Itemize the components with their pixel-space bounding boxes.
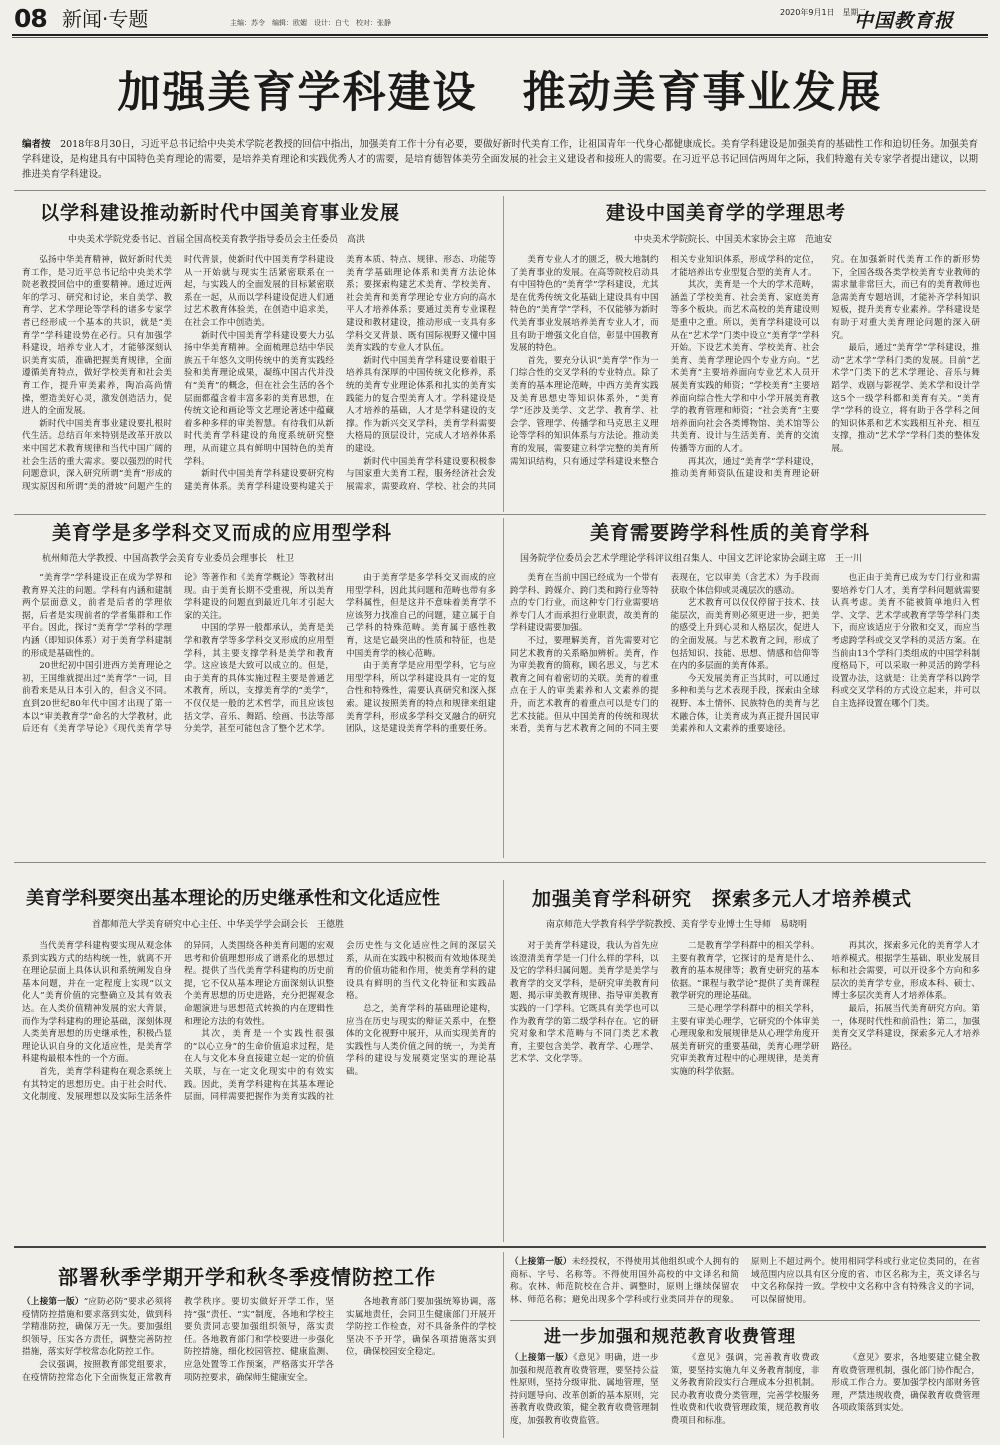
paragraph-text: 《意见》要求，各地要建立健全教育收费管理机制，强化部门协作配合，形成工作合力。要加强学校内部财务管理，严禁违规收费，确保教育收费管理各项政策落到实处。 [831,1353,980,1414]
article-7-body [22,1296,496,1438]
article-1-body [22,254,496,504]
column-divider [503,880,504,1242]
paragraph-text: 最后，拓展当代美育研究方向。第一，体现时代性和前沿性；第二，加强美育交叉学科建设，探索多元人才培养路径。 [831,1003,980,1052]
article-paragraph [831,1352,980,1415]
paragraph-text: 新时代中国美育学科建设要积极参与国家重大美育工程，服务经济社会发展需求，需要政府、学校、社会的共同 [346,456,496,492]
article-4-title: 美育需要跨学科性质的美育学科 [590,522,871,544]
article-1-title: 以学科建设推动新时代中国美育事业发展 [40,202,401,224]
editor-note-lead: 编者按 [22,139,51,150]
article-2-body [510,254,980,504]
paragraph-text: 由于美育学是应用型学科，它与应用型学科，所以学科建设具有一定的复合性和特殊性，需要认真研究和深入探索。建议按照美育的特点和规律来组建美育学科，形成多学科交叉融合的研究团队，这是建设美育学科的重要任务。 [346,661,496,735]
paragraph-text: 新时代中国美育学科建设要大力弘扬中华美育精神。全面梳理总结中华民族五千年悠久文明传统中的美育实践经验和美育理论成果，凝练中国古代并没有“美育”的概念，但在社会生活的各个层面都蕴含着丰富多彩的美育思想，在传统文论和画论等文艺理论著述中蕴藏着多种多样的审美智慧。有待我们从新时代美育学科建设的角度系统研究整理，从而建立具有鲜明中国特色的美育学科。 [184,330,334,467]
paragraph-text: 20世纪初中国引进西方美育理论之初，王国维就提出过“美育学”一词，目前看来是从日本引入的，但含义不同。直到20世纪80年代中国才出现了第一本以“审美教育学”命名的大学教材，此后还有《美育学导论》《现代美育学导论》等著作和《美育学概论》等教材出现。由于美育长期不受重视，所以美育学科建设的问题直到最近几年才引起大家的关注。 [22,573,334,735]
paragraph-text: 未经授权，不得使用其他组织或个人拥有的商标、字号、名称等。不得使用国外高校的中文译名和简称。农林、师范院校在合并、调整时，原则上继续保留农林、师范名称；避免出现多个学科或行业类同并存的现象。原则上不超过两个。使用相同学科或行业定位类同的，在省域范围内应以具有区分度的省、市区名称为主，英文译名与中文名称保持一致。学校中文名称中含有特殊含义的字词，可以保留使用。 [510,1257,980,1305]
column-divider [503,518,504,858]
paragraph-text: 也正由于美育已成为专门行业和需要培养专门人才，美育学科问题就需要认真考虑。美育不能被简单地归入哲学、文学、艺术学或教育学等学科门类下，而应该适应于分散和交叉，而应当考虑跨学科或交叉学科的灵活方案。在当前由13个学科门类组成的中国学科制度格局下，可以采取一种灵活的跨学科设置办法，这就是：让美育学科以跨学科或交叉学科的方式设立起来，并可以自主选择设置在哪个门类。 [831,573,980,709]
article-9-body [510,1256,980,1318]
article-paragraph [831,1003,980,1053]
article-paragraph [510,1352,659,1428]
article-3-body [22,572,496,854]
intro-divider [14,190,986,191]
article-paragraph [510,1256,980,1318]
article-paragraph [831,342,980,455]
article-paragraph [22,254,172,418]
paragraph-text: 新时代中国美育学科建设要研究构建美育体系。美育学科建设要构建关于美育本质、特点、规律、形态、功能等美育学基础理论体系和美育方法论体系；要探索构建艺术美育、学校美育、社会美育和美育学理论专业方向的高水平人才培养体系；要通过美育专业课程建设和教材建设，推动形成一支具有多学科交叉背景、既有国际视野又懂中国美育实践的专业人才队伍。 [184,255,496,492]
article-3-author: 杭州师范大学教授、中国高教学会美育专业委员会理事长 杜卫 [42,554,295,564]
paragraph-text: 首先，要充分认识“美育学”作为一门综合性的交叉学科的专业特点。除了美育的基本理论范畴，中西方美育实践及美育思想史等知识体系外，“美育学”还涉及美学、文艺学、教育学、社会学、管理学、传播学和马克思主义理论等学科的知识体系与方法论。推动美育的发展，需要建立科学完整的美育所需知识结构，只有通过学科建设来整合相关专业知识体系，形成学科的定位，才能培养出专业型复合型的美育人才。 [510,255,820,467]
paragraph-text: 会议强调，按照教育部党组要求，在疫情防控常态化下全面恢复正常教育教学秩序。要切实做好开学工作，坚持“强”责任、“实”制度，各地和学校主要负责同志要加强组织领导，落实责任。各地教育部门和学校要进一步强化防控措施，细化校园管控、健康监测、应急处置等工作预案，严格落实开学各项防控要求，确保师生健康安全。 [22,1297,334,1383]
header-rule-thin [12,37,988,38]
inner-divider [510,1320,980,1321]
article-6-title: 加强美育学科研究 探索多元人才培养模式 [532,888,913,910]
article-5-title: 美育学科要突出基本理论的历史继承性和文化适应性 [26,888,440,909]
article-7-title: 部署秋季学期开学和秋冬季疫情防控工作 [58,1265,436,1289]
paragraph-text: 各地教育部门要加强统筹协调，落实属地责任，会同卫生健康部门开展开学防控工作检查，对不具备条件的学校坚决不予开学，确保各项措施落实到位，确保校园安全稳定。 [346,1297,496,1358]
row-divider [14,514,986,515]
article-paragraph [346,660,496,736]
article-1-author: 中央美术学院党委书记、首届全国高校美育教学指导委员会主任委员 高洪 [68,235,366,245]
article-paragraph [346,572,496,660]
publication-date: 2020年9月1日 星期二 [780,8,867,17]
article-paragraph [671,279,820,455]
paragraph-text: 其次，美育是一个大的学术范畴，涵盖了学校美育、社会美育、家庭美育等多个板块。而艺术高校的美育建设则是重中之重。所以，美育学科建设可以从在“艺术学”门类中设立“美育学”学科开始。下设艺术美育、学校美育、社会美育、美育学理论四个专业方向。“艺术美育”主要培养面向专业艺术人员开展美育实践的师资；“学校美育”主要培养面向综合性大学和中小学开展美育教学的教育管理和师资；“社会美育”主要培养面向社会各类博物馆、美术馆等公共美育、设计与生活美育、美育的交流传播等方面的人才。 [670,280,820,454]
column-divider [503,196,504,512]
paragraph-text: 新时代中国美育事业建设要扎根时代生活。总结百年来特别是改革开放以来中国艺术教育规律和当代中国广阔的社会生活的重大需求。要以强烈的时代问题意识，深入研究所谓“美育”形成的现实原因和所谓“美的滑坡”问题产生的时代背景，使新时代中国美育学科建设从一开始就与现实生活紧密联系在一起，与实践人的全面发展的目标紧密联系在一起，从而以学科建设促进人们通过艺术教育体验美，在创造中追求美，在社会工作中创造美。 [22,255,334,492]
section-name: 新闻·专题 [62,7,149,31]
main-headline: 加强美育学科建设 推动美育事业发展 [117,68,883,118]
paragraph-text: 美育专业人才的匮乏，极大地制约了美育事业的发展。在高等院校启动具有中国特色的“美育学”学科建设，尤其是在优秀传统文化基础上建设具有中国特色的“美育学”学科，不仅能够为新时代美育事业发展培养美育专业人才，而且有助于增强文化自信，彰显中国教育发展的特色。 [510,255,659,354]
paragraph-text: 《意见》明确，进一步加强和规范教育收费管理，要坚持公益性原则，坚持分级审批、属地管理，坚持问题导向、改革创新的基本原则，完善教育收费政策，健全教育收费管理制度，加强教育收费监管。 [510,1353,659,1426]
article-paragraph [671,1003,820,1079]
article-paragraph [22,940,172,1066]
article-paragraph [346,355,496,456]
paragraph-text: 中国的学界一般都承认，美育是美学和教育学等多学科交叉形成的应用型学科，其主要支撑学科是美学和教育学。这应该是大致可以成立的。但是，由于美育的具体实施过程主要是普通艺术教育，所以，支撑美育学的“美学”，不仅仅是一般的艺术哲学，而且应该包括文学、音乐、舞蹈、绘画、书法等部分美学，甚至可能包含了整个艺术学。 [184,623,334,735]
paragraph-text: 总之，美育学科的基础理论建构，应当在历史与现实的辩证关系中，在整体的文化视野中展开，从而实现美育的实践性与人类价值之间的统一，为美育学科的建设与发展奠定坚实的理论基础。 [346,1003,496,1077]
paragraph-text: 美育在当前中国已经成为一个带有跨学科、跨媒介、跨门类和跨行业等特点的专门行业，而这种专门行业需要培养专门人才而承担行业职责，故美育的学科建设需要加强。 [510,573,659,634]
article-2-title: 建设中国美育学的学理思考 [606,202,847,224]
paragraph-text: 再其次，通过“美育学”学科建设，推动美育师资队伍建设和美育理论研究。在加强新时代美育工作的新形势下，全国各级各类学校美育专业教师的需求量非常巨大，而已有的美育教师也急需美育专题培训，才能补齐学科知识短板，提升美育专业素养。学科建设是有助于对重大美育理论问题的深入研究。 [670,255,980,480]
paragraph-text: 艺术教育可以仅仅停留于技术、技能层次，而美育则必须更进一步，把美的感受上升到心灵和人格层次，促进人的全面发展。与艺术教育之间，形成了包括知识、技能、思想、情感和信仰等在内的多层面的美育体系。 [670,598,820,672]
paragraph-text: 其次，美育是一个实践性很强的“以心立身”的生命价值追求过程，是在人与文化本身直接建立起一定的价值关联，与在一定文化现实中的有效实践。因此，美育学科建构在其基本理论层面，同样需要把握作为美育实践的社会历史性与文化适应性之间的深层关系，从而在实践中积极而有效地体现美育的价值功能和作用，使美育学科的建设具有鲜明的当代文化特征和实践品格。 [184,941,496,1103]
article-paragraph [184,330,334,469]
continued-from-label: （上接第一版） [510,1353,574,1363]
article-6-author: 南京师范大学教育科学学院教授、美育学专业博士生导师 易晓明 [546,920,808,930]
article-paragraph [671,597,820,673]
paragraph-text: 三是心理学学科群中的相关学科，主要有审美心理学，它研究的个体审美心理现象和发展规律是从心理学角度开展美育研究的重要基础，美育心理学研究审美教育过程中的心理规律，是美育实施的科学依据。 [670,1003,820,1077]
article-paragraph [22,1296,172,1359]
page-header [14,4,986,34]
header-rule [12,34,988,36]
paragraph-text: 今天发展美育正当其时，可以通过多种和美与艺术表现手段，探索由全球视野、本土情怀、民族特色的美育与艺术融合体，让美育成为真正提升国民审美素养和人文素养的重要途径。 [670,673,820,735]
paragraph-text: 首先，美育学科建构在观念系统上有其特定的思想历史。由于社会时代、文化制度、发展理想以及实际生活条件的异同，人类围绕各种美育问题的宏观思考和价值理想形成了谱系化的思想过程。提供了当代美育学科建构的历史前提，它不仅从基本理论方面深刻认识整个美育思想的历史进路，充分把握观念命题演进与思想范式转换的内在逻辑性和理论方法的有效性。 [22,941,334,1103]
article-6-body [510,940,980,1240]
row-divider-thick [14,1246,986,1248]
editor-credits: 主编：苏令 编辑：欧媚 设计：白弋 校对：张静 [230,19,391,27]
article-4-body [510,572,980,854]
paragraph-text: 对于美育学科建设，我认为首先应该澄清美育学是一门什么样的学科，以及它的学科归属问题。美育学是美学与教育学的交叉学科，是研究审美教育问题、揭示审美教育规律、指导审美教育实践的一门学科。它既具有美学也可以作为教育学的第二级学科存在。它的研究对象和学术范畴与不同门类艺术教育，主要包含美学、教育学、心理学、艺术学、文化学等。 [510,941,659,1065]
paragraph-text: 《意见》强调，完善教育收费政策，要坚持实施九年义务教育制度，非义务教育阶段实行合理成本分担机制。民办教育收费分类管理，完善学校服务性收费和代收费管理政策，规范教育收费项目和标准。 [670,1353,820,1426]
article-paragraph [831,572,980,711]
article-8-body [510,1352,980,1438]
paragraph-text: 由于美育学是多学科交叉而成的应用型学科，因此其问题和范畴也带有多学科属性，但是这并不意味着美育学不应该努力找准自己的问题，建立属于自己学科的特殊范畴。美育属于感性教育，这是它最突出的性质和特征，也是中国美育学的核心范畴。 [346,573,496,659]
article-paragraph [22,572,172,660]
paragraph-text: 再其次，探索多元化的美育学人才培养模式。根据学生基础、职业发展目标和社会需要，可以开设多个方向和多层次的美育学专业，形成本科、硕士、博士多层次美育人才培养体系。 [831,941,980,1002]
article-paragraph [510,254,659,355]
article-5-author: 首都师范大学美育研究中心主任、中华美学学会副会长 王德胜 [92,920,345,930]
page-number: 08 [14,4,47,33]
article-3-title: 美育学是多学科交叉而成的应用型学科 [52,522,393,544]
paragraph-text: “美育学”学科建设正在成为学界和教育界关注的问题。学科有内涵和建制两个层面意义，前者是后者的学理依据，后者是实现前者的学者集群和工作平台。因此，探讨“美育学”学科的学理内涵（即知识体系）对于美育学科建制的形成是基础性的。 [22,573,172,659]
paragraph-text: 当代美育学科建构要实现从观念体系到实践方式的结构统一性，就离不开在理论层面上具体认识和系统阐发自身基本问题，并在一定程度上实现“以文化人”美育价值的完整确立及其有效表达。在人类价值精神发展的宏大背景，而作为学科建构的理论基础，深刻体现人类美育思想的历史继承性，积极凸显理论认识自身的文化适应性，是美育学科建构最根本性的一个方面。 [22,941,172,1065]
article-4-author: 国务院学位委员会艺术学理论学科评议组召集人、中国文艺评论家协会副主席 王一川 [520,554,863,564]
article-8-title: 进一步加强和规范教育收费管理 [544,1327,796,1347]
article-paragraph [831,940,980,1003]
paragraph-text: “应防必防”要求必须将疫情防控措施和要求落到实处，做到科学精准防控，确保万无一失。要加强组织领导，压实各方责任，调整完善防控措施，落实好学校常态化防控工作。 [22,1297,172,1358]
paragraph-text: 新时代中国美育学科建设要着眼于培养具有深厚的中国传统文化修养，系统的美育专业理论体系和扎实的美育实践能力的复合型美育人才。学科建设是人才培养的基础，人才是学科建设的支撑。作为新兴交叉学科，美育学科需要大格局的顶层设计，完成人才培养体系的建设。 [346,355,496,454]
article-paragraph [671,940,820,1003]
article-paragraph [510,940,659,1066]
newspaper-masthead: 中国教育报 [854,10,955,32]
article-paragraph [510,572,659,635]
paragraph-text: 弘扬中华美育精神，做好新时代美育工作，是习近平总书记给中央美术学院老教授回信中的重要精神。通过近两年的学习、研究和讨论，来自美学、教育学、艺术学理论等学科的诸多专家学者已经形成一个基本的共识，就是“美育学”学科建设势在必行。只有加强学科建设，培养专业人才，才能够深刻认识美育实质，准确把握美育规律，全面遵循美育特点，做好学校美育和社会美育工作，提升审美素养，陶冶高尚情操，塑造美好心灵，激发创造活力，促进人的全面发展。 [22,255,172,417]
paragraph-text: 不过，要理解美育，首先需要对它同艺术教育的关系略加辨析。美育，作为审美教育的简称，顾名思义，与艺术教育之间有着密切的关联。美育的着重点在于人的审美素养和人文素养的提升，而艺术教育的着重点可以是专门的艺术技能。但从中国美育的传统和现状来看，美育与艺术教育之间的不同主要表现在，它以审美（含艺术）为手段而获取个体信仰或灵魂层次的感动。 [510,573,820,735]
editor-note [22,137,978,182]
article-2-author: 中央美术学院院长、中国美术家协会主席 范迪安 [634,235,833,245]
paragraph-text: 二是教育学学科群中的相关学科。主要有教育学，它探讨的是育是什么、教育的基本规律等；教育史研究的基本依据。“课程与教学论”提供了美育课程教学研究的理论基础。 [670,941,820,1002]
paragraph-text: 最后，通过“美育学”学科建设，推动“艺术学”学科门类的发展。目前“艺术学”门类下的艺术学理论、音乐与舞蹈学、戏剧与影视学、美术学和设计学这5个一级学科都和美育有关。“美育学”学科的设立，将有助于各学科之间的知识体系和艺术实践相互补充、相互支撑，推动“艺术学”学科门类的整体发展。 [831,343,980,454]
continued-from-label: （上接第一版） [510,1257,572,1267]
article-paragraph [671,673,820,736]
article-paragraph [346,1296,496,1359]
article-paragraph [184,622,334,735]
editor-note-text: 2018年8月30日，习近平总书记给中央美术学院老教授的回信中指出，加强美育工作十分有必要，要做好新时代美育工作，让祖国青年一代身心都健康成长。美育学科建设是加强美育的基础性工作和迫切任务。加强美育学科建设，是构建具有中国特色美育理论的需要，是培养美育理论和实践优秀人才的需要，是培育德智体美劳全面发展的社会主义建设者和接班人的需要。在习近平总书记回信两周年之际，我们特邀有关专家学者提出建议，以期推进美育学科建设。 [22,139,978,180]
article-paragraph [346,1003,496,1079]
continued-from-label: （上接第一版） [22,1297,84,1307]
column-divider [503,1252,504,1438]
article-paragraph [671,1352,820,1428]
row-divider [14,862,986,863]
article-5-body [22,940,496,1240]
